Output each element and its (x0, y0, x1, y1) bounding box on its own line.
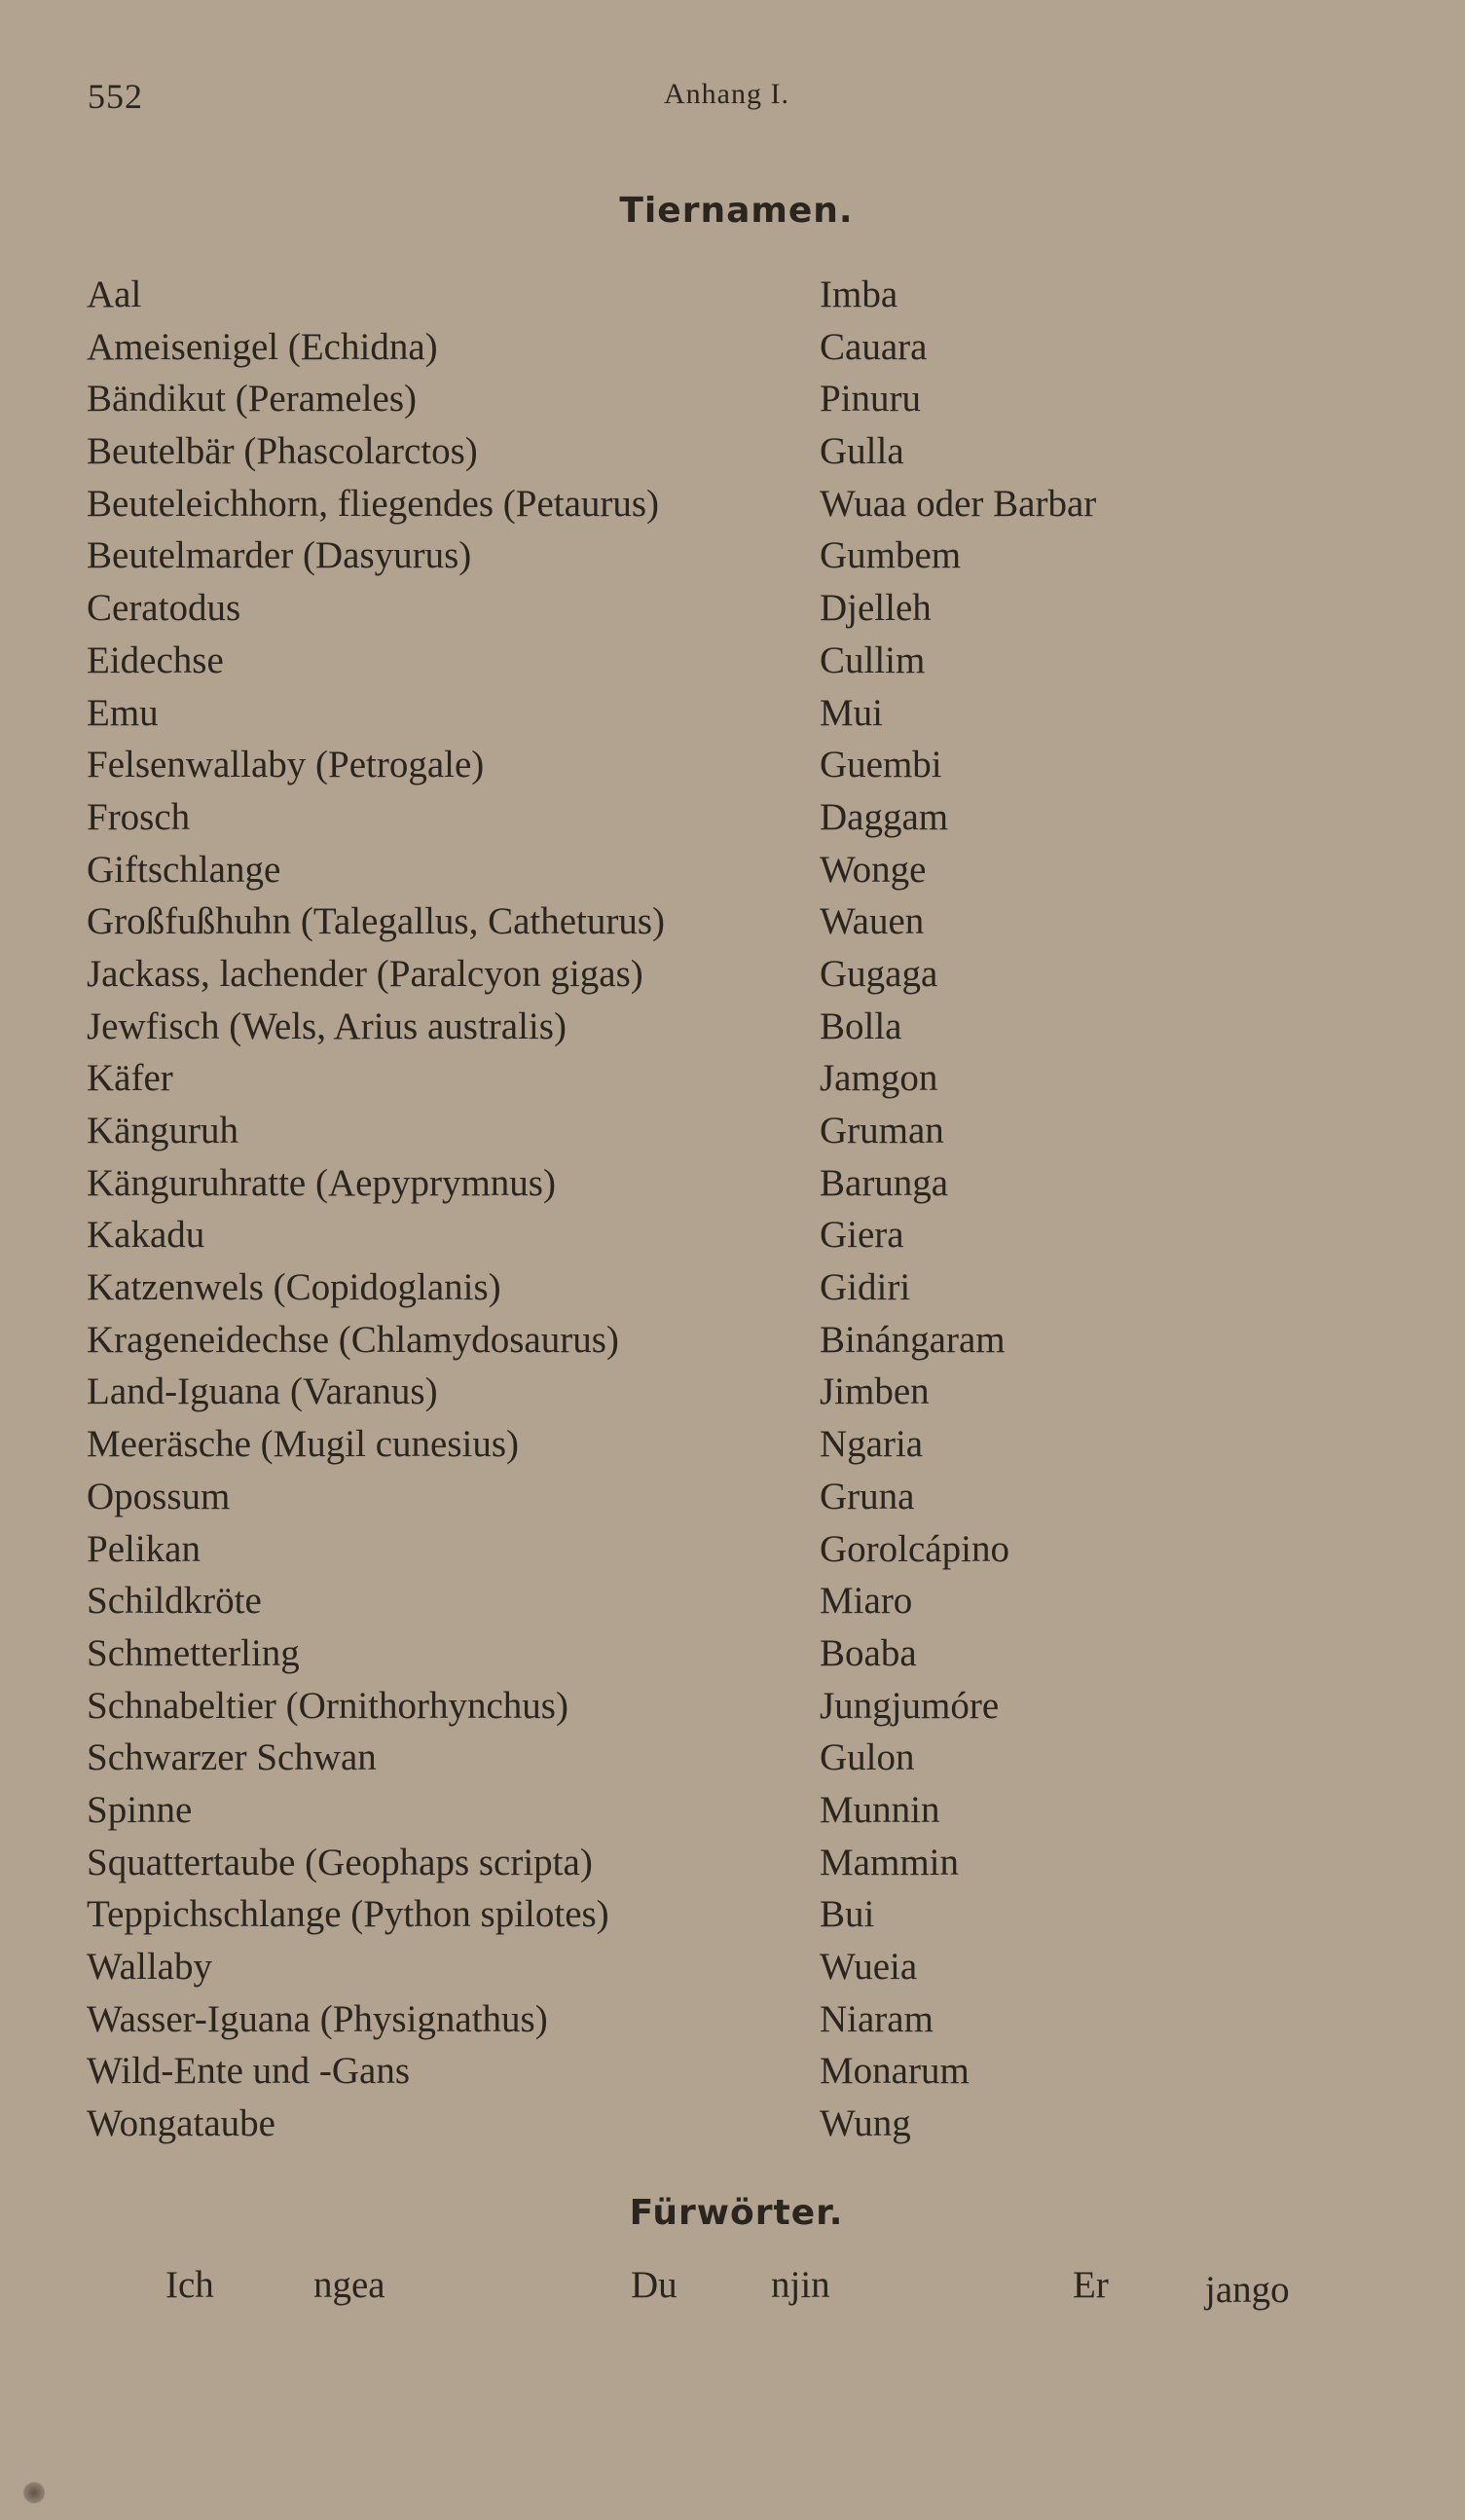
native-name: Bolla (820, 1004, 902, 1047)
german-name: Jackass, lachender (Paralcyon gigas) (87, 952, 643, 995)
german-name: Känguruhratte (Aepyprymnus) (87, 1161, 556, 1204)
list-item (0, 1732, 1465, 1784)
native-name: Gorolcápino (820, 1527, 1009, 1570)
german-name: Giftschlange (87, 848, 281, 891)
german-name: Krageneidechse (Chlamydosaurus) (87, 1318, 619, 1361)
list-item (0, 1105, 1465, 1157)
list-item (0, 948, 1465, 1001)
german-name: Eidechse (87, 639, 224, 681)
native-name: Jimben (820, 1370, 930, 1413)
list-item (0, 1418, 1465, 1471)
list-item (0, 791, 1465, 844)
native-name: Jamgon (820, 1057, 938, 1100)
native-name: Guembi (820, 744, 942, 786)
list-item (0, 1680, 1465, 1733)
native-name: Gumbem (820, 534, 962, 577)
german-name: Schildkröte (87, 1580, 262, 1623)
native-name: Pinuru (820, 378, 922, 420)
german-name: Käfer (87, 1057, 173, 1100)
german-name: Wongataube (87, 2102, 275, 2145)
german-name: Emu (87, 691, 159, 734)
native-name: Barunga (820, 1161, 949, 1204)
list-item (0, 1784, 1465, 1837)
german-name: Kakadu (87, 1214, 205, 1257)
german-name: Katzenwels (Copidoglanis) (87, 1266, 501, 1309)
native-name: Boaba (820, 1631, 917, 1674)
native-name: Gulla (820, 430, 904, 473)
list-item (0, 1523, 1465, 1576)
list-item (0, 373, 1465, 425)
list-item (0, 1157, 1465, 1210)
list-item (0, 895, 1465, 948)
native-name: Munnin (820, 1788, 940, 1831)
german-name: Aal (87, 274, 142, 315)
german-name: Opossum (87, 1475, 231, 1517)
list-item (0, 1471, 1465, 1523)
list-item (0, 1001, 1465, 1053)
german-name: Wild-Ente und -Gans (87, 2050, 411, 2093)
native-name: Binángaram (820, 1318, 1006, 1361)
section-title-fuerwoerter: Fürwörter. (629, 2193, 844, 2233)
native-name: Giera (820, 1214, 904, 1257)
list-item (0, 1575, 1465, 1627)
pronoun-er-native: jango (1205, 2269, 1290, 2311)
native-name: Niaram (820, 1997, 934, 2040)
german-name: Frosch (87, 795, 191, 838)
pronoun-du-german: Du (631, 2264, 678, 2306)
german-name: Pelikan (87, 1527, 201, 1570)
list-item (0, 2045, 1465, 2098)
section-title-tiernamen: Tiernamen. (619, 191, 854, 231)
german-name: Wasser-Iguana (Physignathus) (87, 1997, 548, 2040)
german-name: Land-Iguana (Varanus) (87, 1370, 438, 1413)
native-name: Ngaria (820, 1423, 924, 1466)
pronoun-du-native: njin (771, 2264, 830, 2306)
native-name: Wung (820, 2102, 911, 2145)
list-item (0, 1314, 1465, 1367)
list-item (0, 739, 1465, 791)
list-item (0, 1993, 1465, 2046)
list-item (0, 2098, 1465, 2150)
pronoun-er-german: Er (1073, 2264, 1109, 2306)
list-item (0, 1837, 1465, 1889)
list-item (0, 530, 1465, 582)
german-name: Teppichschlange (Python spilotes) (87, 1893, 609, 1936)
german-name: Großfußhuhn (Talegallus, Catheturus) (87, 900, 666, 943)
german-name: Jewfisch (Wels, Arius australis) (87, 1004, 567, 1047)
list-item (0, 635, 1465, 687)
animal-names-list (0, 269, 1465, 2150)
native-name: Wueia (820, 1946, 918, 1988)
native-name: Miaro (820, 1580, 913, 1623)
list-item (0, 478, 1465, 530)
native-name: Gidiri (820, 1266, 911, 1309)
german-name: Schmetterling (87, 1631, 300, 1674)
german-name: Wallaby (87, 1946, 212, 1988)
list-item (0, 1261, 1465, 1314)
list-item (0, 425, 1465, 478)
list-item (0, 1209, 1465, 1261)
native-name: Wuaa oder Barbar (820, 482, 1097, 525)
native-name: Bui (820, 1893, 875, 1936)
list-item (0, 582, 1465, 635)
german-name: Schnabeltier (Ornithorhynchus) (87, 1684, 568, 1727)
german-name: Beutelbär (Phascolarctos) (87, 430, 478, 473)
german-name: Ceratodus (87, 587, 241, 630)
native-name: Daggam (820, 795, 949, 838)
german-name: Felsenwallaby (Petrogale) (87, 744, 485, 786)
paper-speck (23, 2482, 45, 2503)
native-name: Cauara (820, 325, 928, 368)
german-name: Schwarzer Schwan (87, 1736, 377, 1779)
list-item (0, 687, 1465, 740)
pronoun-ich-german: Ich (165, 2264, 214, 2306)
list-item (0, 1941, 1465, 1993)
list-item (0, 269, 1465, 321)
native-name: Imba (820, 274, 898, 315)
page-number: 552 (88, 77, 143, 116)
native-name: Mui (820, 691, 884, 734)
german-name: Känguruh (87, 1110, 238, 1151)
list-item (0, 1888, 1465, 1941)
list-item (0, 1366, 1465, 1418)
german-name: Beutelmarder (Dasyurus) (87, 534, 472, 577)
native-name: Gruman (820, 1110, 944, 1151)
german-name: Beuteleichhorn, fliegendes (Petaurus) (87, 482, 660, 525)
list-item (0, 844, 1465, 896)
list-item (0, 1627, 1465, 1680)
running-head: Anhang I. (664, 78, 789, 110)
native-name: Monarum (820, 2050, 970, 2093)
native-name: Gruna (820, 1475, 915, 1517)
native-name: Jungjumóre (820, 1684, 1000, 1727)
native-name: Wonge (820, 848, 927, 891)
german-name: Spinne (87, 1788, 193, 1831)
native-name: Wauen (820, 900, 925, 943)
list-item (0, 321, 1465, 374)
german-name: Meeräsche (Mugil cunesius) (87, 1423, 520, 1466)
native-name: Mammin (820, 1841, 959, 1883)
pronoun-ich-native: ngea (313, 2264, 385, 2306)
german-name: Ameisenigel (Echidna) (87, 325, 438, 368)
native-name: Djelleh (820, 587, 932, 630)
german-name: Squattertaube (Geophaps scripta) (87, 1841, 593, 1883)
german-name: Bändikut (Perameles) (87, 378, 417, 420)
native-name: Cullim (820, 639, 926, 681)
native-name: Gulon (820, 1736, 915, 1779)
list-item (0, 1052, 1465, 1105)
native-name: Gugaga (820, 952, 938, 995)
